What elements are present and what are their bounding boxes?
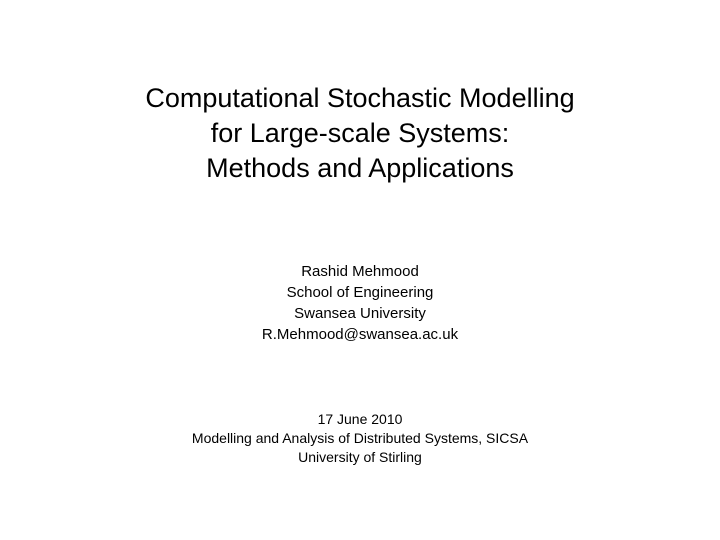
author-institution: Swansea University — [294, 305, 426, 322]
event-name: Modelling and Analysis of Distributed Systems, SICSA — [191, 430, 529, 446]
slide-title — [0, 81, 720, 186]
author-name: Rashid Mehmood — [301, 263, 419, 280]
title-line-1: Computational Stochastic Modelling — [145, 83, 575, 113]
event-venue: University of Stirling — [298, 449, 422, 465]
author-info — [0, 261, 720, 345]
title-line-3: Methods and Applications — [206, 153, 514, 183]
author-department: School of Engineering — [286, 284, 434, 301]
title-line-2: for Large-scale Systems: — [210, 118, 510, 148]
event-info — [0, 410, 720, 467]
author-email: R.Mehmood@swansea.ac.uk — [261, 326, 459, 343]
event-date: 17 June 2010 — [317, 411, 403, 427]
